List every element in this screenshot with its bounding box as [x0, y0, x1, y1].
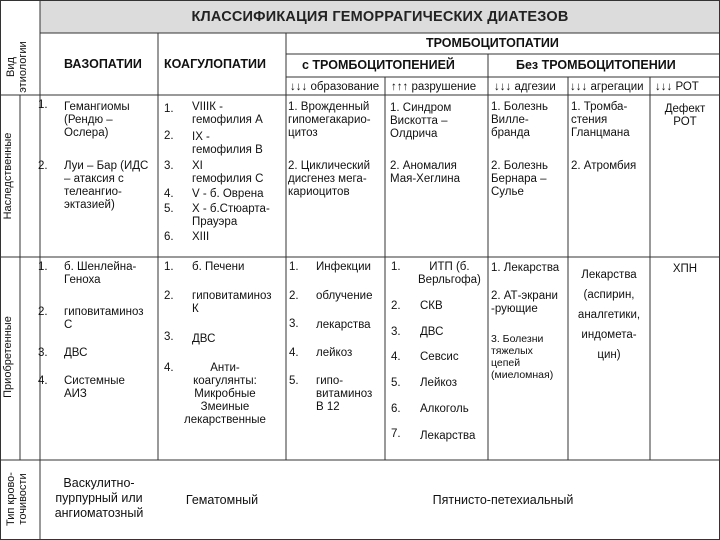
list-number: 2.: [38, 306, 48, 318]
list-number: 6.: [164, 231, 174, 243]
hereditary-adhesion-2: 2. Болезнь Бернара – Сулье: [491, 160, 548, 198]
bleeding-thrombocytopathies: Пятнисто-петехиальный: [432, 493, 574, 507]
subheader-adhesion: ↓↓↓ адгезии: [494, 81, 556, 93]
side-label-acquired: Приобретенные: [2, 316, 14, 398]
list-number: 2.: [38, 160, 48, 172]
list-number: 3.: [289, 318, 299, 330]
hereditary-destruction-2: 2. Аномалия Мая-Хеглина: [390, 160, 461, 185]
acquired-rot: ХПН: [672, 263, 698, 275]
list-number: 4.: [164, 188, 174, 200]
list-number: 4.: [289, 347, 299, 359]
list-number: 1.: [164, 103, 174, 115]
list-item: б. Шенлейна- Геноха: [64, 261, 137, 286]
list-number: 7.: [391, 428, 401, 440]
hereditary-destruction-1: 1. Синдром Вискотта – Олдрича: [390, 102, 452, 140]
hereditary-rot: Дефект РОТ: [664, 103, 706, 128]
list-item: гиповитаминоз С: [64, 306, 144, 331]
list-number: 3.: [391, 326, 401, 338]
list-item: Алкоголь: [420, 403, 469, 415]
list-item: Гемангиомы (Рендю – Ослера): [64, 101, 130, 139]
list-item: ДВС: [64, 347, 88, 359]
list-item: облучение: [316, 290, 373, 302]
list-number: 3.: [164, 331, 174, 343]
list-item: Севсис: [420, 351, 459, 363]
header-with-thrombocytopenia: с ТРОМБОЦИТОПЕНИЕЙ: [302, 58, 455, 72]
side-label-hereditary: Наследственные: [2, 132, 14, 220]
hereditary-aggregation-2: 2. Атромбия: [571, 160, 637, 172]
list-number: 4.: [391, 351, 401, 363]
list-number: 2.: [164, 130, 174, 142]
list-number: 4.: [38, 375, 48, 387]
list-item: СКВ: [420, 300, 443, 312]
list-item: ДВС: [420, 326, 444, 338]
bleeding-vasopathies: Васкулитно- пурпурный или ангиоматозный: [54, 476, 144, 520]
list-number: 3.: [38, 347, 48, 359]
list-item: лейкоз: [316, 347, 353, 359]
list-number: 1.: [289, 261, 299, 273]
list-item: IX - гемофилия В: [192, 131, 263, 156]
list-item: Луи – Бар (ИДС – атаксия с телеангио- эктазией): [64, 160, 149, 211]
list-number: 3.: [164, 160, 174, 172]
list-item: X - б.Стюарта- Прауэра: [192, 203, 270, 228]
list-number: 5.: [289, 375, 299, 387]
list-item: Инфекции: [316, 261, 371, 273]
list-number: 6.: [391, 403, 401, 415]
header-vasopathies: ВАЗОПАТИИ: [64, 57, 142, 71]
list-item: гипо- витаминоз В 12: [316, 375, 373, 413]
bleeding-coagulopathies: Гематомный: [185, 493, 259, 507]
acquired-adhesion-2: 2. АТ-экрани -рующие: [491, 290, 558, 315]
list-item: Лекарства: [420, 430, 476, 442]
side-label-etiology: Вид этиологии: [5, 41, 29, 93]
list-number: 4.: [164, 362, 174, 374]
list-item: VIIIК - гемофилия А: [192, 101, 263, 126]
page-title: КЛАССИФИКАЦИЯ ГЕМОРРАГИЧЕСКИХ ДИАТЕЗОВ: [191, 9, 569, 25]
hereditary-formation-1: 1. Врожденный гипомегакарио- цитоз: [288, 101, 371, 139]
hereditary-adhesion-1: 1. Болезнь Вилле- бранда: [491, 101, 548, 139]
list-item: б. Печени: [192, 261, 245, 273]
subheader-rot: ↓↓↓ РОТ: [655, 81, 699, 93]
list-number: 1.: [38, 261, 48, 273]
acquired-adhesion-3: 3. Болезни тяжелых цепей (миеломная): [491, 333, 554, 381]
list-item: Анти- коагулянты: Микробные Змеиные лекарственные: [184, 362, 266, 426]
hereditary-aggregation-1: 1. Тромба- стения Гланцмана: [571, 101, 630, 139]
subheader-destruction: ↑↑↑ разрушение: [391, 81, 477, 93]
list-item: гиповитаминоз К: [192, 290, 272, 315]
list-number: 5.: [164, 203, 174, 215]
list-number: 2.: [391, 300, 401, 312]
list-item: Лейкоз: [420, 377, 458, 389]
header-without-thrombocytopenia: Без ТРОМБОЦИТОПЕНИИ: [516, 58, 676, 72]
list-number: 5.: [391, 377, 401, 389]
header-thrombocytopathies: ТРОМБОЦИТОПАТИИ: [426, 36, 559, 50]
side-label-bleeding-type: Тип крово- точивости: [5, 472, 29, 526]
list-number: 2.: [164, 290, 174, 302]
acquired-aggregation: Лекарства (аспирин, аналгетики, индомета- цин): [577, 269, 641, 361]
list-item: Системные АИЗ: [64, 375, 125, 400]
list-item: XIII: [192, 231, 210, 243]
list-item: XI гемофилия С: [192, 160, 264, 185]
list-item: ИТП (б. Верльгофа): [418, 261, 481, 286]
list-number: 1.: [391, 261, 401, 273]
list-item: V - б. Оврена: [192, 188, 264, 200]
list-item: ДВС: [192, 333, 216, 345]
header-coagulopathies: КОАГУЛОПАТИИ: [164, 57, 266, 71]
hereditary-formation-2: 2. Циклический дисгенез мега- кариоцитов: [288, 160, 371, 198]
list-item: лекарства: [316, 319, 371, 331]
subheader-aggregation: ↓↓↓ агрегации: [570, 81, 644, 93]
subheader-formation: ↓↓↓ образование: [290, 81, 380, 93]
list-number: 2.: [289, 290, 299, 302]
acquired-adhesion-1: 1. Лекарства: [491, 262, 560, 274]
list-number: 1.: [38, 99, 48, 111]
list-number: 1.: [164, 261, 174, 273]
